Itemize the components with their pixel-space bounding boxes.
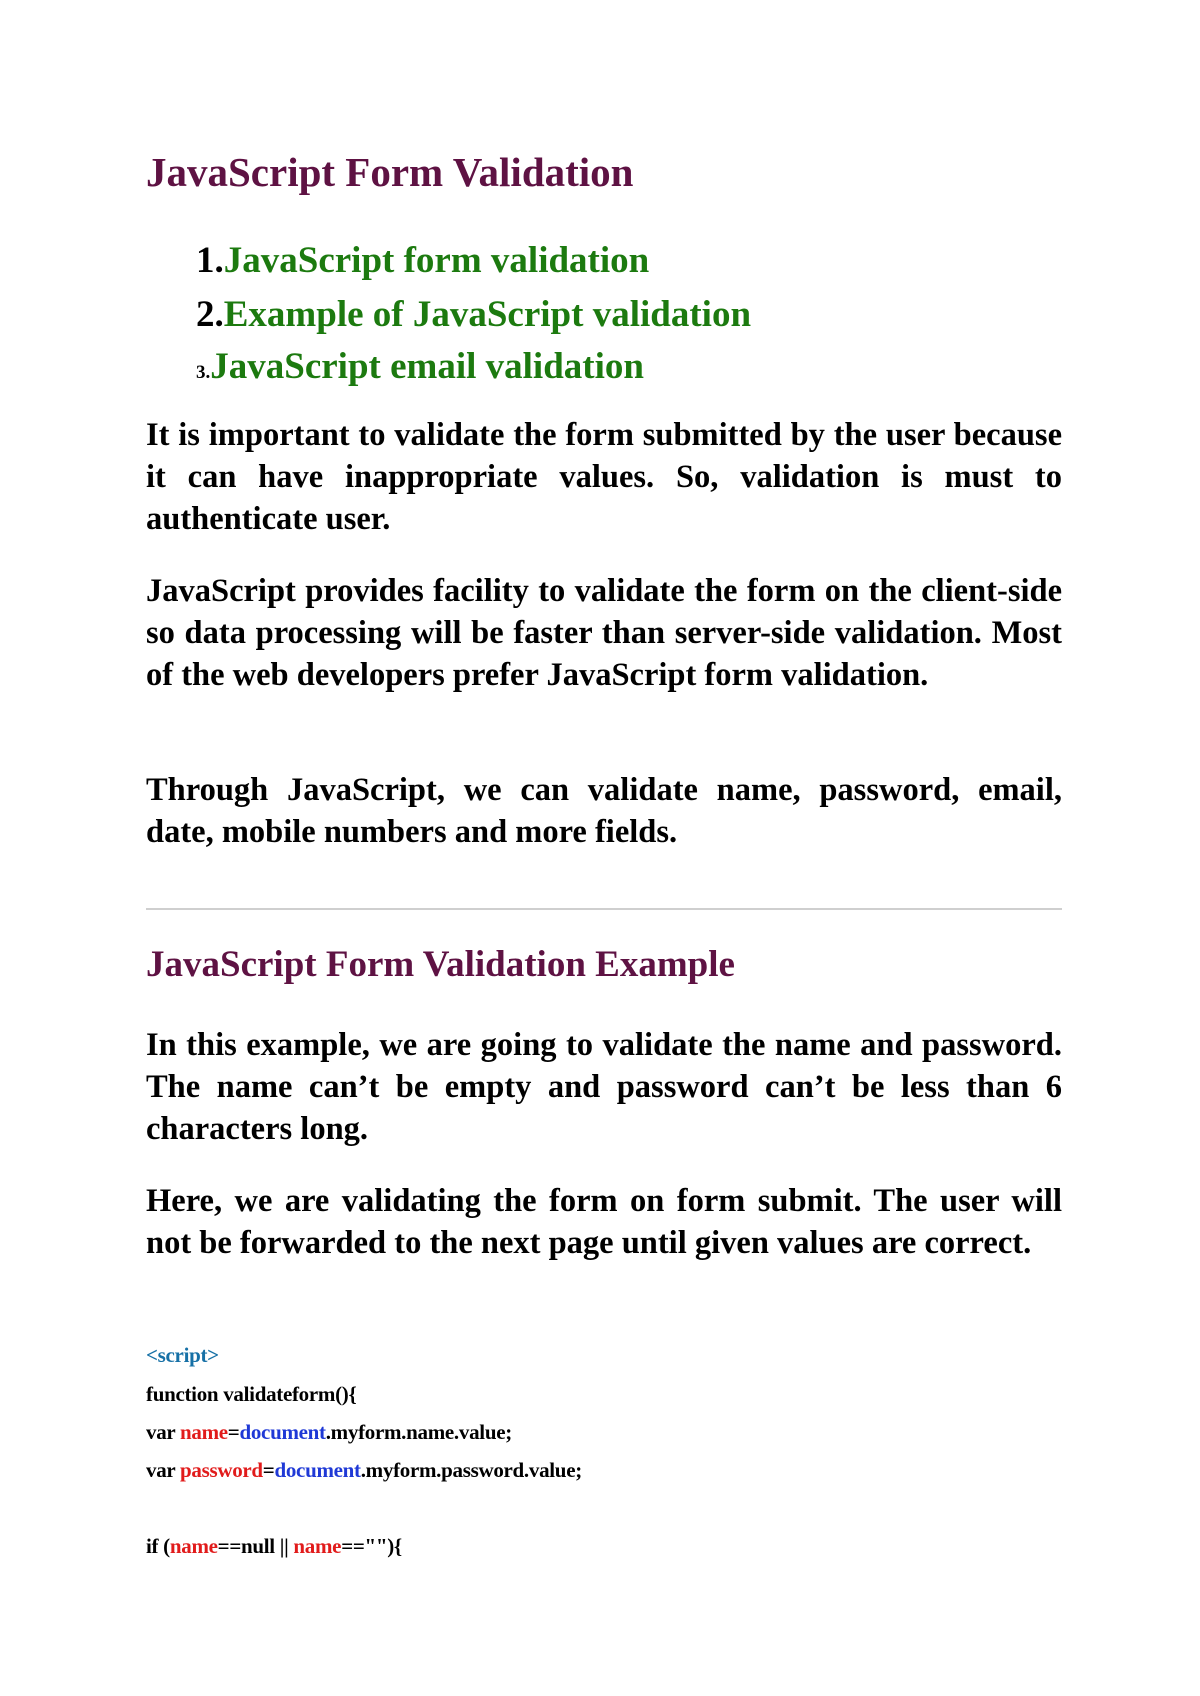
code-line: <script>	[146, 1343, 219, 1367]
paragraph: JavaScript provides facility to validate the form on the client-side so data processing will be faster than server-side validation. Most of the web developers prefer JavaScript form validation.	[146, 573, 1062, 693]
page-title: JavaScript Form Validation	[146, 149, 634, 195]
code-token: password	[180, 1458, 263, 1482]
toc-number: 2.	[196, 294, 224, 335]
code-token: name	[180, 1420, 228, 1444]
paragraph: Here, we are validating the form on form submit. The user will not be forwarded to the next page until given values are correct.	[146, 1183, 1062, 1261]
paragraph: It is important to validate the form submitted by the user because it can have inappropriate values. So, validation is must to authenticate user.	[146, 417, 1062, 537]
toc-link-email-validation[interactable]: JavaScript email validation	[210, 346, 644, 387]
code-token: if (	[146, 1534, 170, 1558]
code-line	[146, 1460, 582, 1481]
code-line: function validateform(){	[146, 1382, 357, 1406]
code-token: =	[262, 1458, 275, 1482]
toc-link-example[interactable]: Example of JavaScript validation	[223, 294, 752, 335]
toc-item-1[interactable]	[196, 242, 649, 279]
toc-number: 1.	[196, 240, 224, 281]
code-token: ==""){	[341, 1534, 402, 1558]
code-line	[146, 1422, 512, 1443]
code-token: var	[146, 1420, 180, 1444]
paragraph: Through JavaScript, we can validate name, password, email, date, mobile numbers and more fields.	[146, 772, 1062, 850]
code-token: name	[293, 1534, 342, 1558]
code-token: document	[239, 1420, 326, 1444]
code-token: document	[274, 1458, 361, 1482]
section-divider	[146, 908, 1062, 910]
toc-item-2[interactable]	[196, 296, 751, 333]
toc-item-3[interactable]	[196, 348, 644, 385]
section-heading: JavaScript Form Validation Example	[146, 944, 735, 985]
code-token: .myform.name.value;	[325, 1420, 512, 1444]
toc-number: 3.	[196, 362, 211, 383]
code-token: var	[146, 1458, 180, 1482]
code-token: ==null ||	[217, 1534, 294, 1558]
code-token: name	[169, 1534, 218, 1558]
paragraph: In this example, we are going to validate the name and password. The name can’t be empty and password can’t be less than 6 characters long.	[146, 1027, 1062, 1147]
code-token: .myform.password.value;	[360, 1458, 582, 1482]
code-line	[146, 1536, 402, 1557]
code-token: =	[227, 1420, 240, 1444]
toc-link-form-validation[interactable]: JavaScript form validation	[223, 240, 650, 281]
